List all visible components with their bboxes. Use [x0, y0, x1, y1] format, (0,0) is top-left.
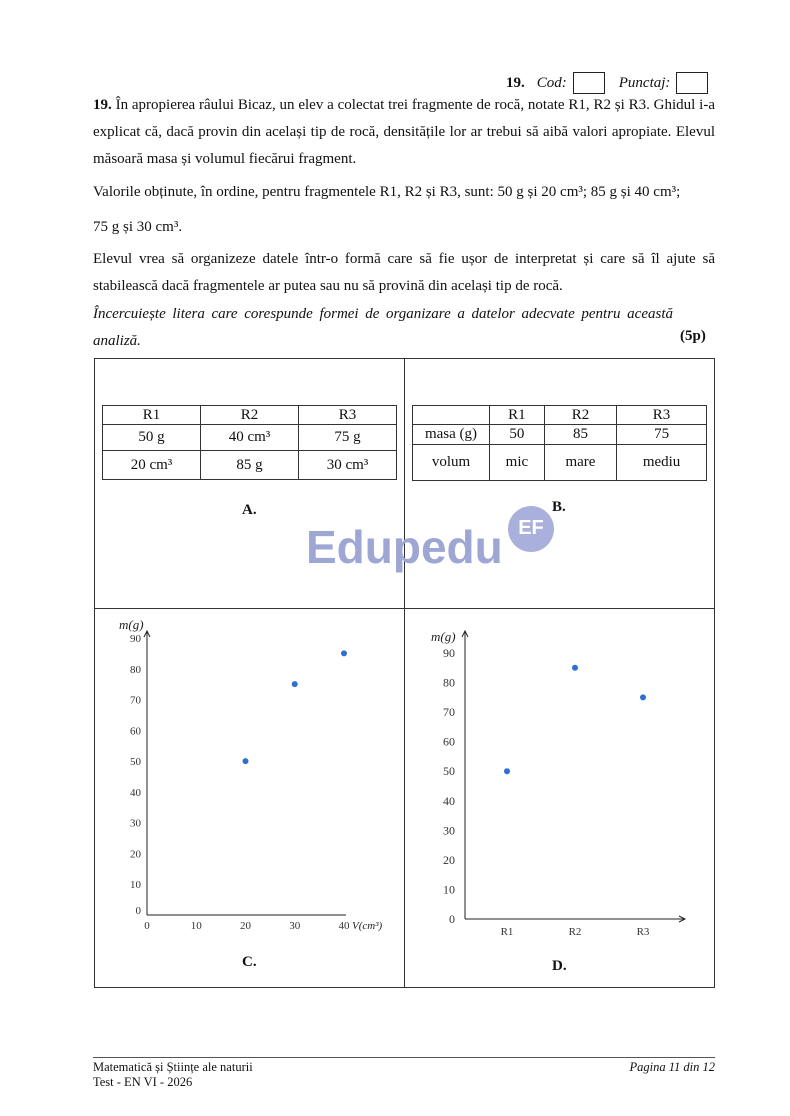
y-tick-label: 90 [130, 633, 141, 645]
question-paragraph-2 [93, 179, 715, 206]
y-tick-label: 30 [130, 817, 141, 830]
x-axis-label: V(cm³) [352, 920, 383, 932]
y-tick-label: 10 [443, 882, 455, 897]
punctaj-box[interactable] [676, 72, 708, 94]
value-r2: 85 g și 40 cm³; [590, 184, 681, 200]
x-tick-label: R3 [636, 926, 650, 938]
y-axis-label: m(g) [119, 617, 144, 632]
question-paragraph-1 [93, 92, 715, 173]
footer-page: Pagina 11 din 12 [629, 1060, 715, 1074]
x-tick-label: 20 [240, 920, 251, 932]
table-cell: 30 cm³ [299, 451, 397, 480]
option-a-letter[interactable]: A. [242, 502, 257, 518]
table-cell: mic [490, 445, 545, 481]
y-axis-label: m(g) [431, 629, 456, 644]
y-tick-label: 60 [443, 734, 455, 749]
values-intro: Valorile obținute, în ordine, pentru fragmentele R1, R2 și R3, sunt: [93, 184, 494, 200]
question-paragraph-2b [93, 214, 715, 241]
option-c-chart [94, 609, 404, 988]
footer-divider [93, 1057, 715, 1058]
table-cell: 20 cm³ [103, 451, 201, 480]
table-cell: masa (g) [413, 425, 490, 445]
x-tick-label: 10 [190, 920, 202, 932]
value-r3: 75 g și 30 cm³. [93, 219, 183, 235]
table-cell: R3 [617, 406, 707, 425]
x-tick-label: 40 [338, 920, 350, 932]
data-point [572, 665, 578, 671]
punctaj-label: Punctaj: [618, 74, 671, 91]
data-point [243, 758, 249, 764]
table-cell: 75 g [299, 425, 397, 451]
table-cell: R2 [544, 406, 616, 425]
question-intro: În apropierea râului Bicaz, un elev a colectat trei fragmente de rocă, notate R1, R2 și R3. Ghidul i-a explicat că, dacă provin din același tip de rocă, densitățile lor ar trebui să aibă valori apropiate. Elevul măsoară masa și volumul fiecărui fragment. [93, 97, 715, 167]
cod-label: Cod: [536, 74, 567, 91]
y-tick-label: 0 [135, 905, 141, 917]
y-tick-label: 70 [443, 705, 455, 720]
y-tick-label: 10 [130, 879, 141, 892]
x-tick-label: R1 [500, 926, 514, 938]
data-point [504, 768, 510, 774]
y-tick-label: 0 [449, 912, 455, 926]
option-d-chart [405, 609, 715, 988]
item-number: 19. [506, 74, 525, 91]
table-cell: 50 g [103, 425, 201, 451]
answer-header [506, 72, 708, 94]
watermark-logo-text: EF [518, 517, 544, 539]
option-a-table [102, 405, 397, 480]
y-tick-label: 20 [443, 852, 455, 867]
table-cell: 50 [490, 425, 545, 445]
table-cell [413, 406, 490, 425]
table-cell: R2 [201, 406, 299, 425]
watermark-text: Edupedu [306, 521, 503, 573]
table-cell: mediu [617, 445, 707, 481]
option-b-table [412, 405, 707, 481]
table-cell: 75 [617, 425, 707, 445]
x-tick-label: R2 [568, 926, 582, 938]
table-cell: 40 cm³ [201, 425, 299, 451]
data-point [341, 650, 347, 656]
option-d-letter[interactable]: D. [552, 958, 567, 974]
option-b-letter[interactable]: B. [552, 499, 566, 515]
option-c-letter[interactable]: C. [242, 954, 257, 970]
y-tick-label: 20 [130, 848, 141, 861]
y-tick-label: 80 [130, 663, 141, 676]
table-cell: 85 g [201, 451, 299, 480]
points-label: (5p) [680, 328, 706, 344]
y-tick-label: 50 [443, 764, 455, 779]
y-tick-label: 40 [443, 793, 455, 808]
x-tick-label: 30 [289, 920, 301, 932]
y-tick-label: 80 [443, 675, 455, 690]
table-cell: 85 [544, 425, 616, 445]
question-number: 19. [93, 97, 112, 113]
table-cell: R1 [103, 406, 201, 425]
question-instruction: Încercuiește litera care corespunde formei de organizare a datelor adecvate pentru această analiză. [93, 306, 673, 349]
y-tick-label: 50 [130, 756, 141, 769]
value-r1: 50 g și 20 cm³; [497, 184, 588, 200]
data-point [640, 694, 646, 700]
footer-left [93, 1060, 253, 1090]
cod-box[interactable] [573, 72, 605, 94]
data-point [292, 681, 298, 687]
table-cell: R3 [299, 406, 397, 425]
y-tick-label: 60 [130, 725, 141, 738]
y-tick-label: 70 [130, 694, 141, 707]
watermark-logo-icon [508, 506, 554, 552]
table-cell: volum [413, 445, 490, 481]
y-tick-label: 30 [443, 823, 455, 838]
footer-test: Test - EN VI - 2026 [93, 1075, 193, 1089]
table-cell: mare [544, 445, 616, 481]
x-tick-label: 0 [144, 920, 150, 932]
question-paragraph-3: Elevul vrea să organizeze datele într-o formă care să fie ușor de interpretat și care să îl ajute să stabilească dacă fragmentele ar putea sau nu să provină din același tip de rocă. [93, 251, 715, 294]
table-cell: R1 [490, 406, 545, 425]
footer-subject: Matematică și Științe ale naturii [93, 1060, 253, 1074]
y-tick-label: 90 [443, 646, 455, 660]
y-tick-label: 40 [130, 786, 141, 799]
